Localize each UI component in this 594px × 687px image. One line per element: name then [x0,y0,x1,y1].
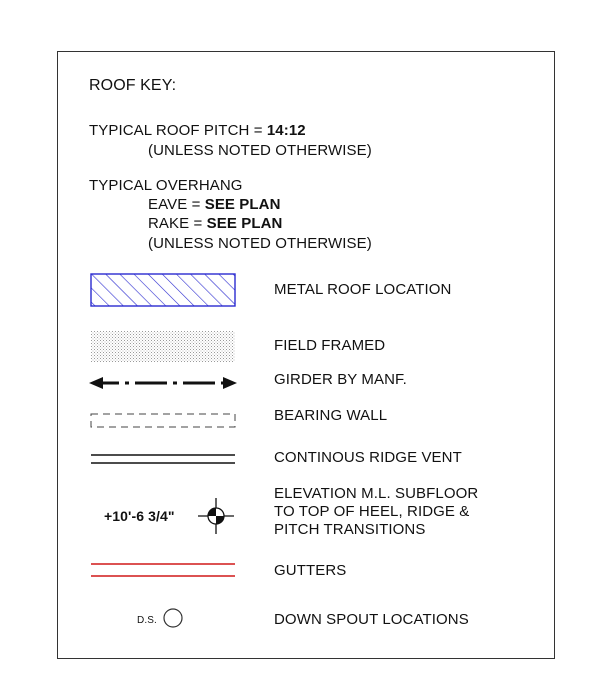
overhang-note: (UNLESS NOTED OTHERWISE) [148,235,372,252]
legend-label-elevation-2: TO TOP OF HEEL, RIDGE & [274,503,470,520]
legend-label-elevation-3: PITCH TRANSITIONS [274,521,426,538]
legend-label-ridge-vent: CONTINOUS RIDGE VENT [274,449,462,466]
elevation-marker-icon [198,498,234,534]
legend-label-metal-roof: METAL ROOF LOCATION [274,281,452,298]
legend-label-gutters: GUTTERS [274,562,347,579]
legend-symbols [85,268,245,648]
roof-pitch-label: TYPICAL ROOF PITCH = [89,122,263,139]
dashed-box-icon [91,414,235,427]
girder-arrow-icon [89,377,237,389]
hatched-box-icon [91,274,235,306]
downspout-prefix: D.S. [137,615,157,626]
eave-value: SEE PLAN [204,196,281,213]
red-double-line-icon [91,564,235,576]
rake-line [148,215,282,233]
roof-pitch-value: 14:12 [266,122,306,139]
metal-roof-symbol [91,274,235,306]
stipple-box-icon [91,331,235,362]
legend-label-downspout: DOWN SPOUT LOCATIONS [274,611,469,628]
roof-key-title: ROOF KEY: [89,77,177,94]
legend-label-elevation-1: ELEVATION M.L. SUBFLOOR [274,485,479,502]
legend-label-girder: GIRDER BY MANF. [274,371,407,388]
rake-value: SEE PLAN [206,215,283,232]
double-line-icon [91,455,235,463]
legend-label-field-framed: FIELD FRAMED [274,337,386,354]
downspout-circle-icon [164,609,182,627]
elevation-value: +10'-6 3/4" [104,508,175,524]
eave-line [148,196,281,214]
rake-label: RAKE = [148,215,203,232]
eave-label: EAVE = [148,196,201,213]
overhang-label: TYPICAL OVERHANG [89,177,243,194]
roof-pitch-note: (UNLESS NOTED OTHERWISE) [148,142,372,159]
legend-label-bearing-wall: BEARING WALL [274,407,388,424]
roof-pitch-line [89,122,306,140]
